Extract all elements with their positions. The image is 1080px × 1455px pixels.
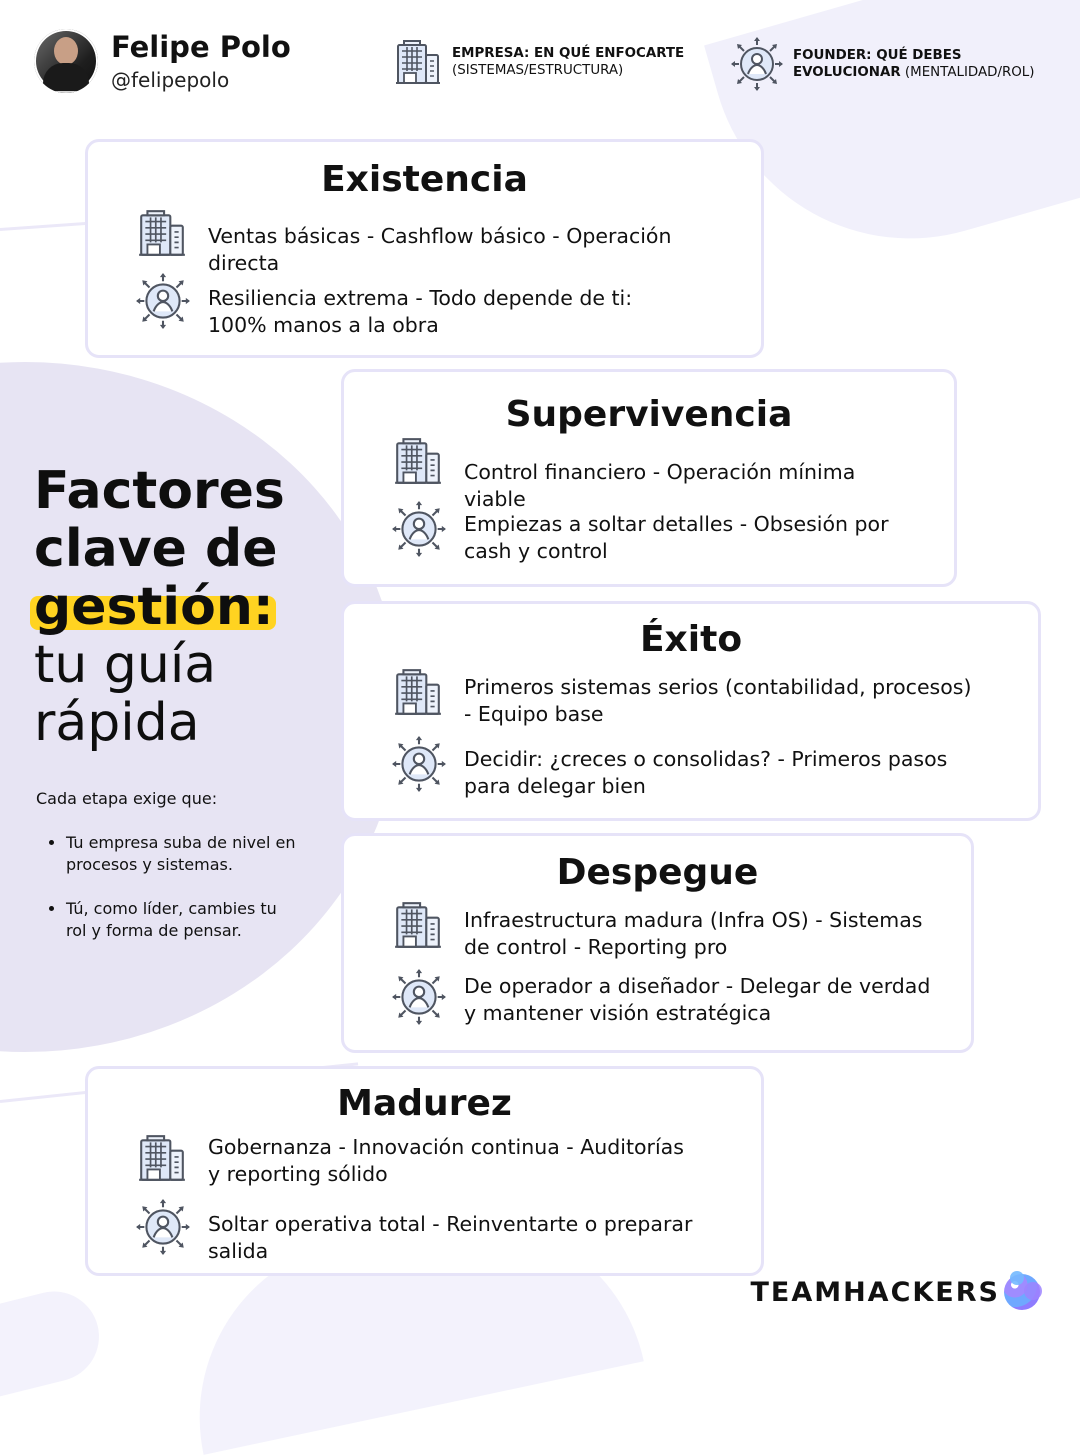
profile-handle: @felipepolo bbox=[111, 68, 230, 92]
hero-bullet-2: • Tú, como líder, cambies tu rol y forma de pensar. bbox=[66, 898, 296, 942]
hero-highlight: gestión: bbox=[34, 577, 274, 637]
stage-row-founder-supervivencia bbox=[392, 501, 892, 565]
legend-founder-prefix: FOUNDER: bbox=[793, 48, 877, 63]
stage-card-madurez bbox=[85, 1066, 764, 1276]
stage-card-existencia bbox=[85, 139, 764, 358]
founder-target-icon bbox=[392, 969, 446, 1025]
stage-company-text-existencia: Ventas básicas - Cashflow básico - Operación directa bbox=[208, 224, 672, 275]
building-icon bbox=[136, 207, 188, 259]
legend-founder-bold-line2: EVOLUCIONAR bbox=[793, 65, 901, 80]
stage-founder-text-exito: Decidir: ¿creces o consolidas? - Primeros pasos para delegar bien bbox=[464, 747, 948, 798]
brand-name: TEAMHACKERS bbox=[750, 1276, 1000, 1308]
stage-row-founder-despegue bbox=[392, 969, 932, 1027]
stage-founder-text-supervivencia: Empiezas a soltar detalles - Obsesión por cash y control bbox=[464, 512, 889, 563]
legend-founder-line1 bbox=[793, 47, 1034, 64]
founder-target-icon bbox=[136, 273, 190, 329]
legend-founder bbox=[731, 37, 1034, 91]
brand-mark-icon bbox=[1004, 1274, 1040, 1310]
legend-company-prefix: EMPRESA: bbox=[452, 46, 535, 61]
founder-target-icon bbox=[731, 37, 783, 91]
stage-company-text-supervivencia: Control financiero - Operación mínima viable bbox=[464, 460, 856, 511]
founder-target-icon bbox=[392, 501, 446, 557]
hero-bullet-1: • Tu empresa suba de nivel en procesos y sistemas. bbox=[66, 832, 296, 876]
stage-title-despegue: Despegue bbox=[556, 852, 759, 893]
stage-row-company-exito bbox=[392, 666, 982, 728]
hero-line-5: rápida bbox=[34, 693, 200, 753]
legend-company bbox=[394, 37, 684, 87]
legend-company-bold: EN QUÉ ENFOCARTE bbox=[534, 46, 685, 61]
stage-card-supervivencia bbox=[341, 369, 957, 587]
building-icon bbox=[394, 37, 442, 87]
legend-founder-bold-line1: QUÉ DEBES bbox=[876, 48, 962, 63]
building-icon bbox=[392, 666, 444, 718]
legend-company-line1 bbox=[452, 45, 684, 62]
hero-line-3 bbox=[34, 578, 294, 636]
avatar bbox=[34, 29, 98, 93]
stage-row-company-existencia bbox=[136, 207, 696, 277]
stage-row-company-despegue bbox=[392, 899, 932, 961]
stage-company-text-madurez: Gobernanza - Innovación continua - Auditorías y reporting sólido bbox=[208, 1135, 684, 1186]
stage-card-despegue bbox=[341, 833, 974, 1053]
stage-row-founder-exito bbox=[392, 736, 982, 800]
stage-founder-text-madurez: Soltar operativa total - Reinventarte o preparar salida bbox=[208, 1212, 693, 1263]
stage-title-exito: Éxito bbox=[639, 619, 743, 660]
hero-bullets bbox=[44, 832, 296, 964]
legend-company-line2: (SISTEMAS/ESTRUCTURA) bbox=[452, 63, 624, 78]
hero-line-4: tu guía bbox=[34, 635, 217, 695]
stage-founder-text-despegue: De operador a diseñador - Delegar de verdad y mantener visión estratégica bbox=[464, 974, 931, 1025]
stage-founder-text-existencia: Resiliencia extrema - Todo depende de ti: 100% manos a la obra bbox=[208, 286, 633, 337]
hero-line-1: Factores bbox=[34, 461, 285, 521]
legend-founder-line2-rest: (MENTALIDAD/ROL) bbox=[900, 65, 1035, 80]
brand-logo bbox=[750, 1274, 1040, 1310]
stage-title-madurez: Madurez bbox=[337, 1083, 512, 1124]
hero-intro: Cada etapa exige que: bbox=[36, 789, 218, 808]
stage-company-text-exito: Primeros sistemas serios (contabilidad, procesos) - Equipo base bbox=[464, 675, 972, 726]
stage-title-existencia: Existencia bbox=[321, 159, 528, 200]
hero-title bbox=[34, 462, 294, 752]
building-icon bbox=[392, 435, 444, 487]
founder-target-icon bbox=[136, 1199, 190, 1255]
legend-founder-line2 bbox=[793, 64, 1034, 81]
stage-title-supervivencia: Supervivencia bbox=[505, 394, 793, 435]
stage-row-founder-madurez bbox=[136, 1199, 696, 1265]
background-bottom-left-shape bbox=[0, 1282, 109, 1408]
stage-card-exito bbox=[341, 601, 1041, 821]
founder-target-icon bbox=[392, 736, 446, 792]
header bbox=[0, 0, 1080, 120]
building-icon bbox=[136, 1132, 188, 1184]
building-icon bbox=[392, 899, 444, 951]
stage-row-founder-existencia bbox=[136, 273, 696, 339]
stage-company-text-despegue: Infraestructura madura (Infra OS) - Sistemas de control - Reporting pro bbox=[464, 908, 923, 959]
profile-name: Felipe Polo bbox=[111, 30, 291, 64]
stage-row-company-madurez bbox=[136, 1132, 696, 1188]
hero-line-2: clave de bbox=[34, 519, 278, 579]
